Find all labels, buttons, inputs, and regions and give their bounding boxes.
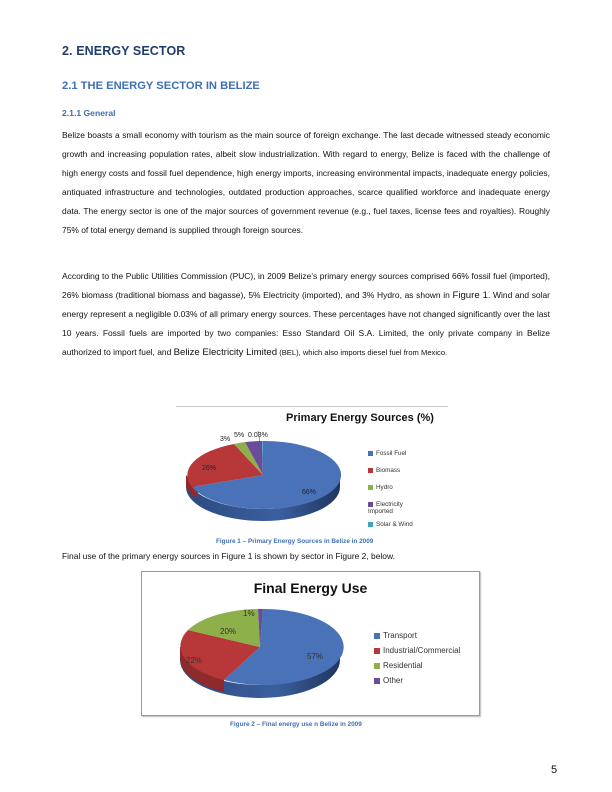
- legend-swatch-icon: [368, 451, 373, 456]
- legend-item: Industrial/Commercial: [374, 646, 460, 655]
- label-biomass: 26%: [202, 465, 217, 472]
- paragraph-overview: Belize boasts a small economy with tourism as the main source of foreign exchange. The last decade witnessed steady economic growth and increasing population rates, albeit slow industrialization. With regard to energy, Belize is faced with the challenge of high energy costs and fossil fuel dependence, high energy imports, increasing environmental impacts, inadequate energy policies, antiquated infrastructure and technologies, outdated production approaches, scarce qualified workforce and inadequate energy data. The energy sector is one of the major sources of government revenue (e.g., fuel taxes, license fees and royalties). Roughly 75% of total energy demand is supplied through foreign sources.: [62, 130, 550, 236]
- legend-item: Hydro: [368, 484, 393, 491]
- label-other: 1%: [243, 609, 255, 618]
- legend-swatch-icon: [374, 633, 380, 639]
- section-heading: 2. ENERGY SECTOR: [62, 44, 186, 58]
- paragraph-primary-sources: [62, 267, 550, 362]
- legend-item: Solar & Wind: [368, 521, 413, 528]
- label-electricity: 5%: [234, 432, 245, 439]
- company-reference: Belize Electricity Limited: [173, 347, 278, 359]
- legend-item: Residential: [374, 661, 423, 670]
- legend-item: Transport: [374, 631, 417, 640]
- paragraph-text: According to the Public Utilities Commission (PUC), in 2009 Belize’s primary energy sources comprised 66% fossil fuel (imported), 26% biomass (traditional biomass and bagasse), 5% Electricity (imported), and 3% Hydro, as shown in: [62, 271, 550, 301]
- legend-swatch-icon: [374, 678, 380, 684]
- paragraph-final-use: Final use of the primary energy sources in Figure 1 is shown by sector in Figure 2, below.: [62, 551, 395, 561]
- label-industrial: 22%: [186, 656, 203, 665]
- label-fossil-fuel: 66%: [302, 489, 317, 496]
- legend-swatch-icon: [368, 485, 373, 490]
- legend-swatch-icon: [368, 502, 373, 507]
- chart-title: Primary Energy Sources (%): [286, 412, 434, 424]
- figure-1-caption: Figure 1 – Primary Energy Sources in Belize in 2009: [216, 538, 374, 545]
- legend-item: Fossil Fuel: [368, 450, 406, 457]
- page-number: 5: [551, 764, 558, 776]
- legend-swatch-icon: [374, 663, 380, 669]
- label-solar-wind: 0.03%: [248, 432, 268, 439]
- figure-1-reference: Figure 1: [452, 290, 489, 302]
- legend-swatch-icon: [374, 648, 380, 654]
- chart-title: Final Energy Use: [253, 580, 368, 596]
- label-hydro: 3%: [220, 436, 231, 443]
- legend-item: Biomass: [368, 467, 400, 474]
- chart-primary-energy-sources: [176, 406, 448, 534]
- pie-chart-2: [142, 572, 479, 715]
- figure-2-caption: Figure 2 – Final energy use n Belize in 2009: [230, 721, 362, 728]
- chart-final-energy-use: [141, 571, 480, 716]
- legend-swatch-icon: [368, 522, 373, 527]
- label-transport: 57%: [307, 652, 324, 661]
- paragraph-text: (BEL), which also imports diesel fuel from Mexico.: [277, 348, 448, 358]
- legend-item: Electricity Imported: [368, 501, 403, 515]
- legend-swatch-icon: [368, 468, 373, 473]
- paragraph-text: . Wind and solar energy represent a negligible 0.03% of all primary energy sources. These percentages have not changed significantly over the last 10 years. Fossil fuels are imported by two companies: Esso Standard Oil S.A. Limited, the only private company in Belize authorized to import fuel, and: [62, 290, 550, 358]
- subsubsection-heading: 2.1.1 General: [62, 108, 116, 118]
- label-residential: 20%: [220, 627, 237, 636]
- legend-item: Other: [374, 676, 403, 685]
- subsection-heading: 2.1 THE ENERGY SECTOR IN BELIZE: [62, 80, 260, 92]
